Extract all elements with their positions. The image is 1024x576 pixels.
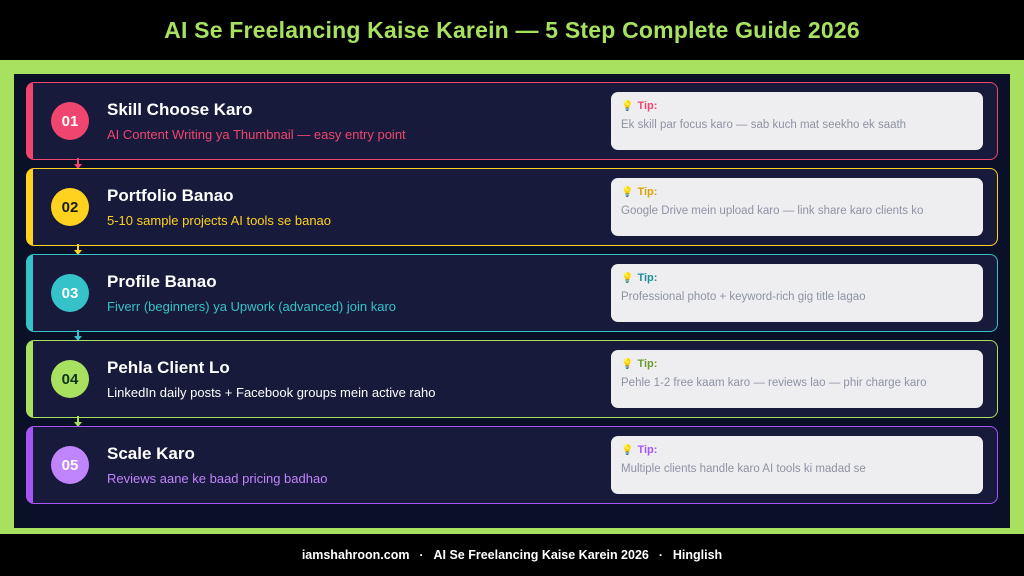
step-connector-arrow xyxy=(77,244,79,254)
step-title: Scale Karo xyxy=(107,444,195,463)
tip-label-row xyxy=(621,186,973,198)
step-accent-bar xyxy=(27,427,33,503)
tip-label-row xyxy=(621,358,973,370)
footer-site: iamshahroon.com xyxy=(301,548,410,562)
content-panel xyxy=(14,74,1010,528)
step-title: Portfolio Banao xyxy=(107,186,234,205)
step-connector-arrow xyxy=(77,416,79,426)
step-title: Pehla Client Lo xyxy=(107,358,230,377)
step-card-02[interactable] xyxy=(26,168,998,246)
footer-separator-1: · xyxy=(419,548,424,562)
step-number: 05 xyxy=(61,456,79,474)
header xyxy=(0,0,1024,60)
tip-text: Google Drive mein upload karo — link share karo clients ko xyxy=(621,205,924,217)
tip-label: Tip: xyxy=(637,100,658,112)
step-number: 04 xyxy=(61,370,79,388)
step-number: 03 xyxy=(61,284,79,302)
footer-topic: AI Se Freelancing Kaise Karein 2026 xyxy=(433,548,649,562)
content-frame xyxy=(0,64,1024,534)
tip-label: Tip: xyxy=(637,358,658,370)
step-card-01[interactable] xyxy=(26,82,998,160)
lightbulb-icon: 💡 xyxy=(621,444,634,456)
step-tip-card xyxy=(611,350,983,408)
step-card-03[interactable] xyxy=(26,254,998,332)
step-connector-arrow xyxy=(77,330,79,340)
step-description: Fiverr (beginners) ya Upwork (advanced) join karo xyxy=(107,299,397,314)
step-tip-card xyxy=(611,92,983,150)
step-connector-arrow xyxy=(77,158,79,168)
step-tip-card xyxy=(611,436,983,494)
step-text-block xyxy=(107,444,611,486)
tip-label-row xyxy=(621,100,973,112)
step-description: LinkedIn daily posts + Facebook groups mein active raho xyxy=(107,385,436,400)
step-card-04[interactable] xyxy=(26,340,998,418)
step-text-block xyxy=(107,272,611,314)
footer-separator-2: · xyxy=(658,548,663,562)
step-tip-card xyxy=(611,264,983,322)
footer xyxy=(0,534,1024,576)
lightbulb-icon: 💡 xyxy=(621,100,634,112)
tip-text: Pehle 1-2 free kaam karo — reviews lao — phir charge karo xyxy=(621,377,927,389)
tip-label: Tip: xyxy=(637,272,658,284)
step-number-badge xyxy=(51,274,89,312)
step-tip-card xyxy=(611,178,983,236)
step-number: 02 xyxy=(61,198,79,216)
lightbulb-icon: 💡 xyxy=(621,358,634,370)
step-card-05[interactable] xyxy=(26,426,998,504)
step-accent-bar xyxy=(27,83,33,159)
step-text-block xyxy=(107,186,611,228)
step-title: Skill Choose Karo xyxy=(107,100,253,119)
step-description: Reviews aane ke baad pricing badhao xyxy=(107,471,328,486)
step-text-block xyxy=(107,358,611,400)
step-title: Profile Banao xyxy=(107,272,217,291)
lightbulb-icon: 💡 xyxy=(621,186,634,198)
step-description: 5-10 sample projects AI tools se banao xyxy=(107,213,332,228)
step-accent-bar xyxy=(27,255,33,331)
footer-language: Hinglish xyxy=(672,548,723,562)
tip-label-row xyxy=(621,444,973,456)
step-number-badge xyxy=(51,446,89,484)
step-number-badge xyxy=(51,360,89,398)
step-number-badge xyxy=(51,188,89,226)
tip-label: Tip: xyxy=(637,444,658,456)
tip-text: Ek skill par focus karo — sab kuch mat seekho ek saath xyxy=(621,119,907,131)
step-accent-bar xyxy=(27,169,33,245)
step-text-block xyxy=(107,100,611,142)
step-description: AI Content Writing ya Thumbnail — easy entry point xyxy=(107,127,406,142)
steps-list xyxy=(26,82,998,504)
tip-text: Professional photo + keyword-rich gig title lagao xyxy=(621,291,866,303)
tip-label: Tip: xyxy=(637,186,658,198)
step-accent-bar xyxy=(27,341,33,417)
tip-text: Multiple clients handle karo AI tools ki madad se xyxy=(621,463,866,475)
page-title: AI Se Freelancing Kaise Karein — 5 Step Complete Guide 2026 xyxy=(164,16,860,43)
step-number-badge xyxy=(51,102,89,140)
step-number: 01 xyxy=(61,112,79,130)
lightbulb-icon: 💡 xyxy=(621,272,634,284)
tip-label-row xyxy=(621,272,973,284)
